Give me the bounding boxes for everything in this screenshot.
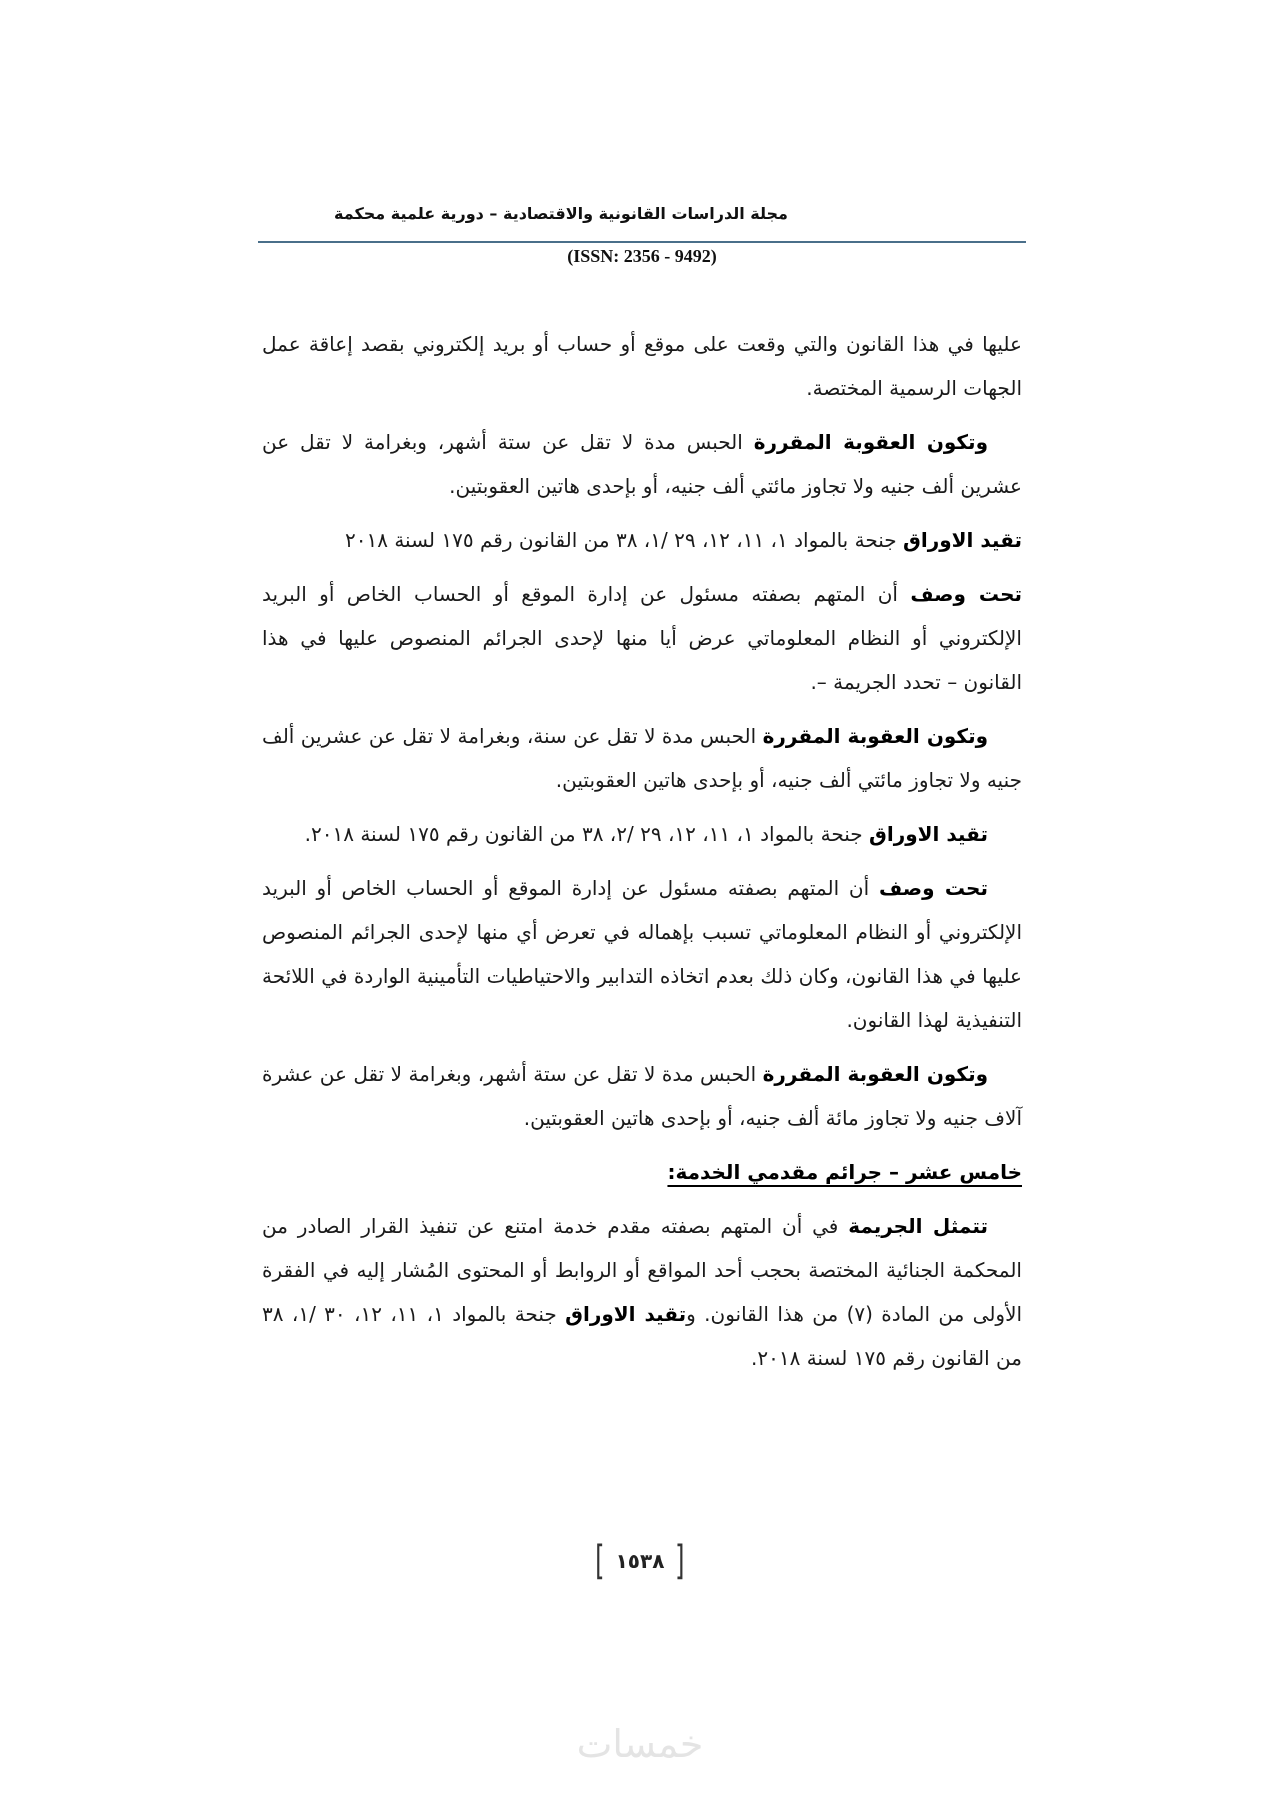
paragraph-7: [262, 866, 1022, 1042]
paragraph-bold-lead: وتكون العقوبة المقررة: [753, 430, 988, 454]
paragraph-text: الحبس مدة لا تقل عن ستة أشهر، وبغرامة لا تقل عن عشرين ألف جنيه ولا تجاوز مائتي ألف جنيه، أو بإحدى هاتين العقوبتين.: [262, 430, 1022, 498]
paragraph-bold-lead: تقيد الاوراق: [902, 528, 1022, 552]
paragraph-text: جنحة بالمواد ١، ١١، ١٢، ٢٩ /٢، ٣٨ من القانون رقم ١٧٥ لسنة ٢٠١٨.: [304, 822, 869, 846]
paragraph-bold-lead: وتكون العقوبة المقررة: [762, 724, 989, 748]
issn-label: (ISSN: 2356 - 9492): [567, 246, 717, 266]
paragraph-4: [262, 572, 1022, 704]
paragraph-text: أن المتهم بصفته مسئول عن إدارة الموقع أو الحساب الخاص أو البريد الإلكتروني أو النظام المعلوماتي عرض أيا منها لإحدى الجرائم المنصوص عليها في هذا القانون – تحدد الجريمة –.: [262, 582, 1022, 694]
section-heading: خامس عشر – جرائم مقدمي الخدمة:: [667, 1160, 1022, 1184]
page-number-value: ١٥٣٨: [615, 1549, 665, 1573]
paragraph-text: عليها في هذا القانون والتي وقعت على موقع أو حساب أو بريد إلكتروني بقصد إعاقة عمل الجهات الرسمية المختصة.: [262, 332, 1022, 400]
body-text: [262, 322, 1022, 1390]
paragraph-bold-lead: تحت وصف: [910, 582, 1022, 606]
paragraph-text: الحبس مدة لا تقل عن ستة أشهر، وبغرامة لا تقل عن عشرة آلاف جنيه ولا تجاوز مائة ألف جنيه، أو بإحدى هاتين العقوبتين.: [262, 1062, 1022, 1130]
journal-title: مجلة الدراسات القانونية والاقتصادية – دورية علمية محكمة: [334, 204, 788, 223]
paragraph-text: في أن المتهم بصفته مقدم خدمة امتنع عن تنفيذ القرار الصادر من المحكمة الجنائية المختصة بحجب أحد المواقع أو الروابط أو المحتوى المُشار إليه في الفقرة الأولى من المادة (٧) من هذا القانون. و: [262, 1214, 1023, 1326]
paragraph-3: [262, 518, 1022, 562]
paragraph-5: [262, 714, 1022, 802]
paragraph-text: الحبس مدة لا تقل عن سنة، وبغرامة لا تقل عن عشرين ألف جنيه ولا تجاوز مائتي ألف جنيه، أو بإحدى هاتين العقوبتين.: [262, 724, 1022, 792]
paragraph-final: [262, 1204, 1022, 1380]
paragraph-2: [262, 420, 1022, 508]
watermark: خمسات: [576, 1722, 704, 1766]
paragraph-1: [262, 322, 1022, 410]
paragraph-bold-lead: تقيد الاوراق: [868, 822, 988, 846]
paragraph-bold-inline: تقيد الاوراق: [565, 1302, 687, 1326]
paragraph-text: جنحة بالمواد ١، ١١، ١٢، ٢٩ /١، ٣٨ من القانون رقم ١٧٥ لسنة ٢٠١٨: [345, 528, 903, 552]
paragraph-text: أن المتهم بصفته مسئول عن إدارة الموقع أو الحساب الخاص أو البريد الإلكتروني أو النظام المعلوماتي تسبب بإهماله في تعرض أي منها لإحدى الجرائم المنصوص عليها في هذا القانون، وكان ذلك بعدم اتخاذه التدابير والاحتياطيات التأمينية الواردة في اللائحة التنفيذية لهذا القانون.: [262, 876, 1022, 1032]
paragraph-text: جنحة بالمواد ١، ١١، ١٢، ٣٠ /١، ٣٨ من القانون رقم ١٧٥ لسنة ٢٠١٨.: [262, 1302, 1022, 1370]
paragraph-8: [262, 1052, 1022, 1140]
bracket-left-icon: [: [595, 1538, 605, 1584]
paragraph-bold-lead: تحت وصف: [878, 876, 988, 900]
paragraph-bold-lead: تتمثل الجريمة: [848, 1214, 989, 1238]
page-number: [585, 1540, 695, 1582]
bracket-right-icon: ]: [675, 1538, 685, 1584]
paragraph-bold-lead: وتكون العقوبة المقررة: [762, 1062, 989, 1086]
header-divider: [258, 241, 1026, 243]
paragraph-6: [262, 812, 1022, 856]
